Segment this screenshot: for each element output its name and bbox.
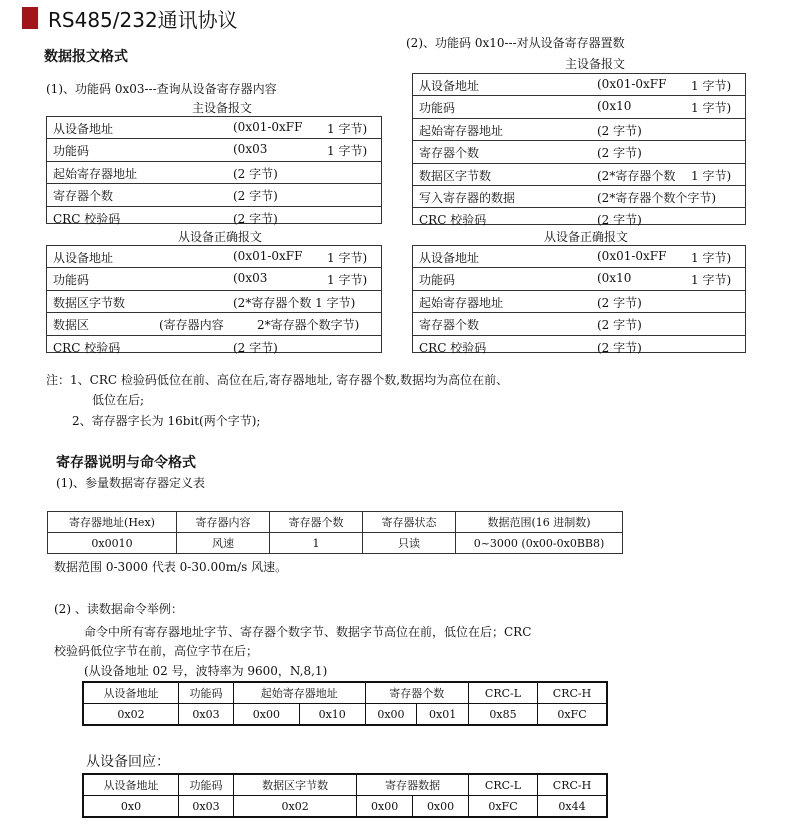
field-name: 从设备地址 [53,251,114,265]
t4-title: 从设备正确报文 [544,230,629,244]
table-master-10 [412,73,746,228]
cmd-h-count: 寄存器个数 [365,682,468,704]
reply-v-func: 0x03 [179,796,234,818]
field-spec: (2*寄存器个数 [597,168,676,183]
field-spec: (2 字节) [597,295,642,310]
table-row [47,207,381,228]
cmd-v-count-hi: 0x00 [365,704,417,726]
table-slave-03 [46,245,382,353]
reply-h-func: 功能码 [179,774,234,796]
field-spec: (2 字节) [597,123,642,138]
table-row [47,117,381,139]
reply-v-addr: 0x0 [83,796,179,818]
field-spec: (0x01-0xFF [597,77,667,91]
field-name: 寄存器个数 [419,146,480,161]
field-name: 从设备地址 [419,251,480,265]
field-name: CRC 校验码 [419,340,487,355]
table-row [47,246,381,268]
table-row [413,336,745,357]
reg-content: 风速 [177,533,270,554]
field-spec: (0x10 [597,271,632,286]
table-row [47,139,381,161]
cmd-h-start: 起始寄存器地址 [234,682,366,704]
table-row [413,268,745,290]
table-row [413,208,745,229]
field-spec: (0x10 [597,99,632,114]
f03-caption: (1)、功能码 0x03---查询从设备寄存器内容 [46,82,277,96]
title-marker [22,7,38,29]
table-row [47,184,381,206]
reply-h-data: 寄存器数据 [357,774,469,796]
reply-h-crch: CRC-H [538,774,608,796]
field-name: 寄存器个数 [419,318,480,333]
table-row [47,313,381,335]
field-name: 起始寄存器地址 [53,166,138,181]
field-spec: 1 字节) [691,273,732,288]
read-desc-1: 命令中所有寄存器地址字节、寄存器个数字节、数据字节高位在前，低位在后；CRC [84,625,532,639]
field-spec: (2 字节) [597,146,642,161]
field-spec: (2 字节) [597,318,642,333]
table-row [413,141,745,163]
field-name: 数据区 [53,318,90,333]
t2-title: 从设备正确报文 [178,230,263,244]
reg-count: 1 [270,533,363,554]
field-spec: (2*寄存器个数个字节) [597,190,716,205]
field-name: CRC 校验码 [53,211,121,226]
reply-v-crch: 0x44 [538,796,608,818]
table-row [47,291,381,313]
note-2: 2、寄存器字长为 16bit(两个字节); [72,414,261,428]
field-name: 功能码 [53,273,90,288]
cmd-h-crcl: CRC-L [469,682,538,704]
field-name: 从设备地址 [419,79,480,93]
reply-v-bytes: 0x02 [234,796,357,818]
reg-header-content: 寄存器内容 [177,512,270,533]
section-heading-format: 数据报文格式 [44,49,128,65]
field-spec: (0x03 [233,271,268,286]
field-name: 起始寄存器地址 [419,295,504,310]
field-name: 从设备地址 [53,122,114,136]
field-spec: 1 字节) [327,273,368,288]
table-row [413,186,745,208]
field-spec: 1 字节) [691,251,732,265]
field-name: CRC 校验码 [419,213,487,228]
reg-range: 0~3000 (0x00-0x0BB8) [456,533,623,554]
t1-title: 主设备报文 [192,101,253,115]
reg-header-count: 寄存器个数 [270,512,363,533]
register-def-caption: (1)、参量数据寄存器定义表 [56,476,205,490]
table-row [413,291,745,313]
table-row [413,74,745,96]
read-caption: (2) 、读数据命令举例： [54,602,183,616]
field-spec: (2 字节) [233,166,278,181]
range-note: 数据范围 0-3000 代表 0-30.00m/s 风速。 [54,560,288,574]
field-spec: 2*寄存器个数字节) [257,318,360,333]
field-spec: (2 字节) [233,189,278,204]
field-spec: (2 字节) [233,211,278,226]
reply-h-addr: 从设备地址 [83,774,179,796]
reply-h-crcl: CRC-L [469,774,538,796]
cmd-v-start-hi: 0x00 [234,704,300,726]
field-name: 写入寄存器的数据 [419,190,516,205]
table-row [413,313,745,335]
field-name: 数据区字节数 [53,295,126,310]
page-title: RS485/232通讯协议 [48,8,238,32]
field-name: 功能码 [419,101,456,116]
field-name: CRC 校验码 [53,340,121,355]
cmd-v-count-lo: 0x01 [417,704,469,726]
field-spec: (2*寄存器个数 1 字节) [233,295,356,310]
field-spec: (2 字节) [597,213,642,228]
table-row [47,336,381,357]
field-spec: (0x01-0xFF [597,249,667,263]
read-example: (从设备地址 02 号，波特率为 9600，N,8,1) [84,664,328,678]
reg-addr: 0x0010 [48,533,177,554]
field-spec: 1 字节) [691,79,732,93]
field-name: 数据区字节数 [419,168,492,183]
cmd-v-crch: 0xFC [538,704,608,726]
reply-h-bytes: 数据区字节数 [234,774,357,796]
cmd-v-crcl: 0x85 [469,704,538,726]
reply-v-data-lo: 0x00 [413,796,469,818]
t3-title: 主设备报文 [565,57,626,71]
cmd-h-func: 功能码 [179,682,234,704]
field-spec: 1 字节) [691,101,732,116]
field-name: 寄存器个数 [53,189,114,204]
table-row [413,164,745,186]
field-spec: (2 字节) [233,340,278,355]
note-1-cont: 低位在后; [92,393,145,407]
cmd-h-crch: CRC-H [538,682,608,704]
field-spec: (0x03 [233,142,268,157]
cmd-v-func: 0x03 [179,704,234,726]
field-spec: 1 字节) [327,144,368,159]
table-row [413,246,745,268]
field-name: 功能码 [419,273,456,288]
reg-header-range: 数据范围(16 进制数) [456,512,623,533]
note-1: 注：1、CRC 检验码低位在前、高位在后,寄存器地址, 寄存器个数,数据均为高位在前、 [46,373,509,387]
field-spec: 1 字节) [691,168,732,183]
field-spec: 1 字节) [327,251,368,265]
cmd-h-addr: 从设备地址 [83,682,179,704]
f10-caption: (2)、功能码 0x10---对从设备寄存器置数 [406,36,625,50]
reply-v-data-hi: 0x00 [357,796,413,818]
command-table [82,681,608,726]
table-row [413,96,745,118]
table-row [47,268,381,290]
field-spec: (寄存器内容 [159,318,224,333]
reg-header-status: 寄存器状态 [363,512,456,533]
reply-caption: 从设备回应： [86,754,170,770]
reply-v-crcl: 0xFC [469,796,538,818]
cmd-v-addr: 0x02 [83,704,179,726]
reg-status: 只读 [363,533,456,554]
table-slave-10 [412,245,746,353]
table-row [413,119,745,141]
table-master-03 [46,116,382,224]
table-row [47,162,381,184]
read-desc-2: 校验码低位字节在前，高位字节在后； [54,644,259,658]
register-table [47,511,623,554]
section-heading-register: 寄存器说明与命令格式 [56,455,196,471]
field-name: 起始寄存器地址 [419,123,504,138]
reg-header-addr: 寄存器地址(Hex) [48,512,177,533]
cmd-v-start-lo: 0x10 [299,704,365,726]
field-spec: (0x01-0xFF [233,249,303,263]
field-spec: 1 字节) [327,122,368,136]
field-spec: (2 字节) [597,340,642,355]
field-spec: (0x01-0xFF [233,120,303,134]
reply-table [82,773,608,818]
field-name: 功能码 [53,144,90,159]
